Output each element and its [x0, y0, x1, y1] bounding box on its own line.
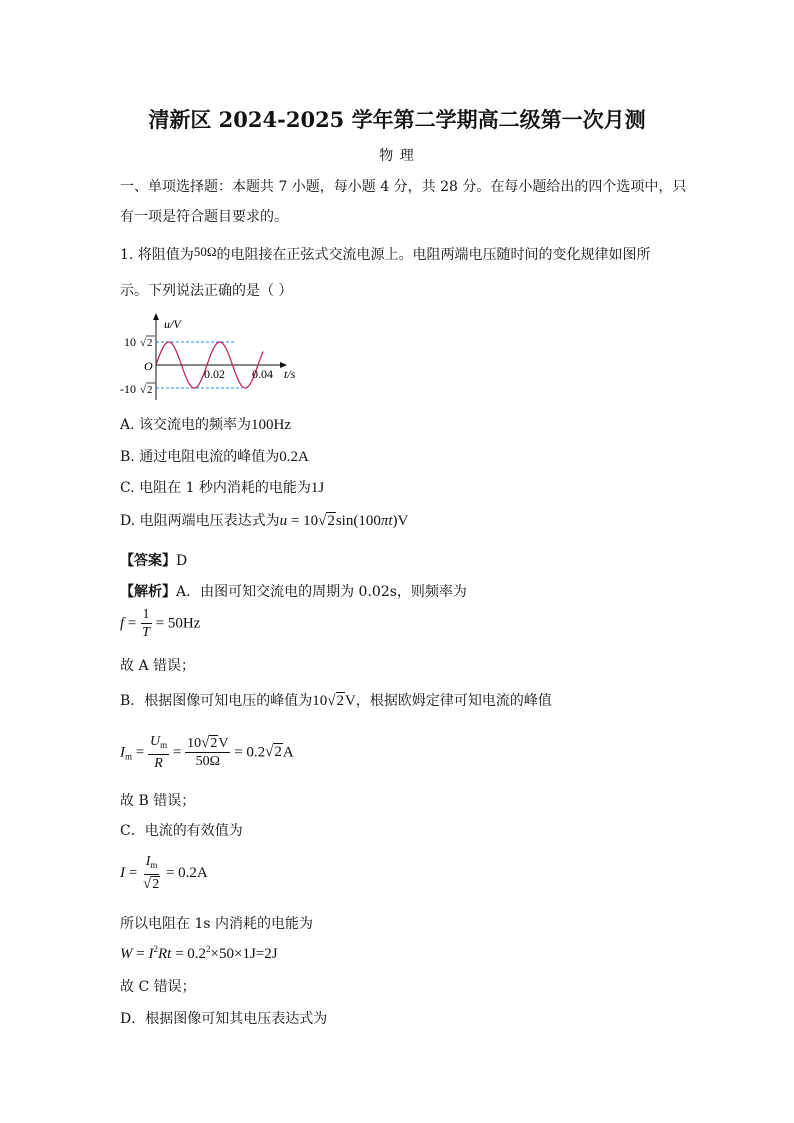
option-b — [120, 446, 309, 466]
y-peak-root-sign: √ — [140, 337, 147, 349]
analysis-c-text2: 所以电阻在 1s 内消耗的电能为 — [120, 916, 313, 932]
option-b-text: B. 通过电阻电流的峰值为 — [120, 449, 280, 465]
option-c-text: C. 电阻在 1 秒内消耗的电能为 — [120, 480, 311, 496]
analysis-a-conclusion: 故 A 错误； — [120, 658, 196, 674]
analysis-c-line: C．电流的有效值为 — [120, 823, 243, 839]
answer-line — [120, 550, 187, 570]
y-trough-label: -10 — [120, 382, 136, 396]
question-resistance: 50Ω — [193, 244, 217, 259]
question-1-line1 — [120, 244, 650, 264]
analysis-d-line: D．根据图像可知其电压表达式为 — [120, 1011, 328, 1027]
option-a-value: 100Hz — [251, 417, 292, 433]
analysis-b-conclusion: 故 B 错误； — [120, 793, 196, 809]
subject-label: 物 理 — [379, 148, 415, 164]
frequency-equation: f = $\frac{1}{T}$ = 50Hz — [120, 607, 201, 640]
question-prefix: 1. 将阻值为 — [120, 247, 194, 263]
option-d-pi: πt — [380, 513, 393, 529]
y-peak-label: 10 — [124, 335, 136, 349]
y-trough-root-value: 2 — [147, 384, 153, 396]
option-d-u: u — [279, 513, 288, 529]
peak-current-equation: $I_m$ = $\frac{U_m}{R}$ = $\frac{10√2V}{50\Omega}$ = 0.2√2A — [120, 734, 294, 771]
option-b-value: 0.2A — [279, 449, 309, 465]
section-instructions-line1: 一、单项选择题：本题共 7 小题，每小题 4 分，共 28 分。在每小题给出的四个选项中，只 — [120, 179, 687, 195]
x-axis-label: t/s — [284, 367, 296, 381]
option-d-root: √2 — [318, 513, 335, 529]
analysis-a-line — [120, 581, 467, 601]
option-c-value: 1J — [310, 480, 325, 496]
option-d-sin: sin(100 — [335, 513, 381, 529]
option-a — [120, 414, 291, 434]
analysis-label: 【解析】 — [120, 584, 176, 600]
energy-equation: $W = I^2Rt = 0.2^2\times 50\times 1J=2J$ — [120, 944, 278, 962]
question-suffix: 的电阻接在正弦式交流电源上。电阻两端电压随时间的变化规律如图所 — [216, 247, 651, 263]
x-tick-0-04: 0.04 — [252, 367, 273, 381]
option-d — [120, 510, 408, 530]
option-d-text: D. 电阻两端电压表达式为 — [120, 513, 280, 529]
analysis-b-line: B．根据图像可知电压的峰值为10√2V，根据欧姆定律可知电流的峰值 — [120, 693, 552, 709]
option-a-text: A. 该交流电的频率为 — [120, 417, 252, 433]
analysis-c-conclusion: 故 C 错误； — [120, 979, 196, 995]
y-axis-label: u/V — [164, 317, 181, 331]
page-title: 清新区 2024-2025 学年第二学期高二级第一次月测 — [148, 107, 646, 132]
option-c — [120, 477, 324, 497]
analysis-a-text: A．由图可知交流电的周期为 0.02s，则频率为 — [176, 584, 467, 600]
y-trough-root-sign: √ — [140, 384, 147, 396]
option-d-end: )V — [392, 513, 409, 529]
effective-current-equation: I = $\frac{I_m}{√2}$ = 0.2A — [120, 854, 208, 892]
answer-label: 【答案】 — [120, 553, 176, 569]
option-d-eq: = 10 — [287, 513, 319, 529]
question-1-line2: 示。下列说法正确的是（ ） — [120, 283, 293, 299]
section-instructions-line2: 有一项是符合题目要求的。 — [120, 209, 288, 225]
origin-label: O — [144, 359, 153, 373]
y-axis-arrow — [153, 313, 159, 320]
x-tick-0-02: 0.02 — [204, 367, 225, 381]
y-peak-root-value: 2 — [147, 337, 153, 349]
analysis-b-text1: B．根据图像可知电压的峰值为 — [120, 693, 313, 709]
voltage-time-graph — [116, 312, 306, 402]
analysis-b-text2: ，根据欧姆定律可知电流的峰值 — [355, 693, 552, 709]
answer-value: D — [176, 553, 188, 569]
